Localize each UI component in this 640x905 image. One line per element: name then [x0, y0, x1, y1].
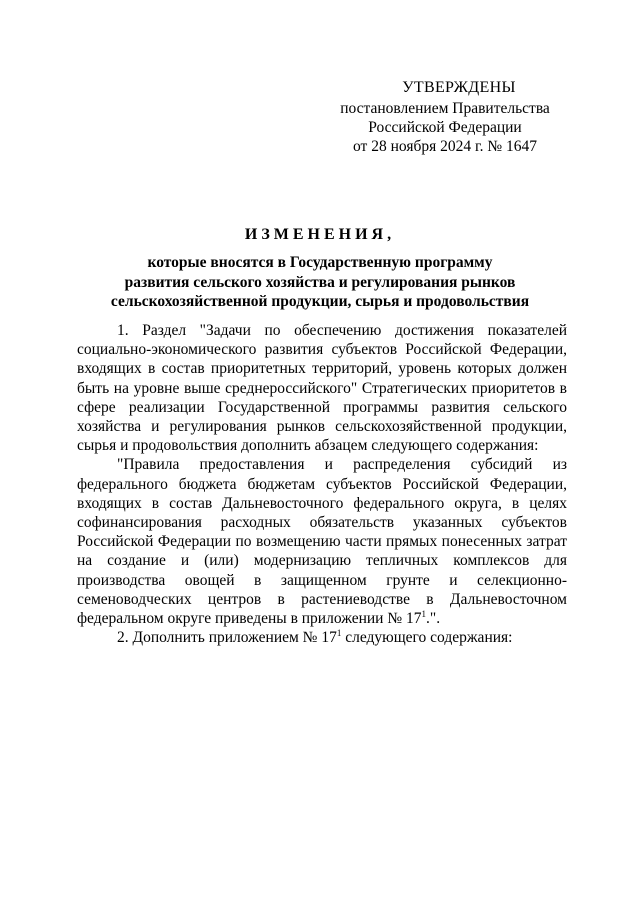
superscript: 1	[421, 608, 427, 619]
approval-stamp	[330, 78, 560, 156]
subtitle-line: сельскохозяйственной продукции, сырья и продовольствия	[110, 293, 530, 310]
document-heading	[60, 226, 580, 312]
subtitle-line: развития сельского хозяйства и регулирования рынков	[124, 273, 516, 291]
approval-title: УТВЕРЖДЕНЫ	[402, 79, 516, 96]
superscript: 1	[336, 628, 342, 639]
approval-line-2: Российской Федерации	[368, 119, 522, 136]
document-title: ИЗМЕНЕНИЯ,	[244, 226, 396, 243]
paragraph-3	[77, 628, 567, 647]
approval-line-3: от 28 ноября 2024 г. № 1647	[353, 138, 537, 155]
document-body	[77, 321, 567, 647]
approval-line-1: постановлением Правительства	[340, 100, 550, 117]
paragraph-2-end: .".	[426, 610, 441, 628]
paragraph-3-text: 2. Дополнить приложением № 17	[117, 629, 337, 647]
subtitle-line: которые вносятся в Государственную программу	[147, 254, 493, 271]
paragraph-3-end: следующего содержания:	[341, 629, 513, 647]
paragraph-2	[77, 455, 567, 628]
paragraph-2-text: "Правила предоставления и распределения субсидий из федерального бюджета бюджетам субъектов Российской Федерации, входящих в состав Дальневосточного федерального округа, в целях софинансирования расходных обязательств указанных субъектов Российской Федерации по возмещению части прямых понесенных затрат на создание и (или) модернизацию тепличных комплексов для производства овощей в защищенном грунте и селекционно-семеноводческих центров в растениеводстве в Дальневосточном федеральном округе приведены в приложении № 17	[77, 456, 567, 628]
document-subtitle	[60, 253, 580, 312]
paragraph-1: 1. Раздел "Задачи по обеспечению достижения показателей социально-экономического развития субъектов Российской Федерации, входящих в состав приоритетных территорий, уровень которых должен быть на уровне выше среднероссийского" Стратегических приоритетов в сфере реализации Государственной программы развития сельского хозяйства и регулирования рынков сельскохозяйственной продукции, сырья и продовольствия дополнить абзацем следующего содержания:	[77, 322, 567, 455]
